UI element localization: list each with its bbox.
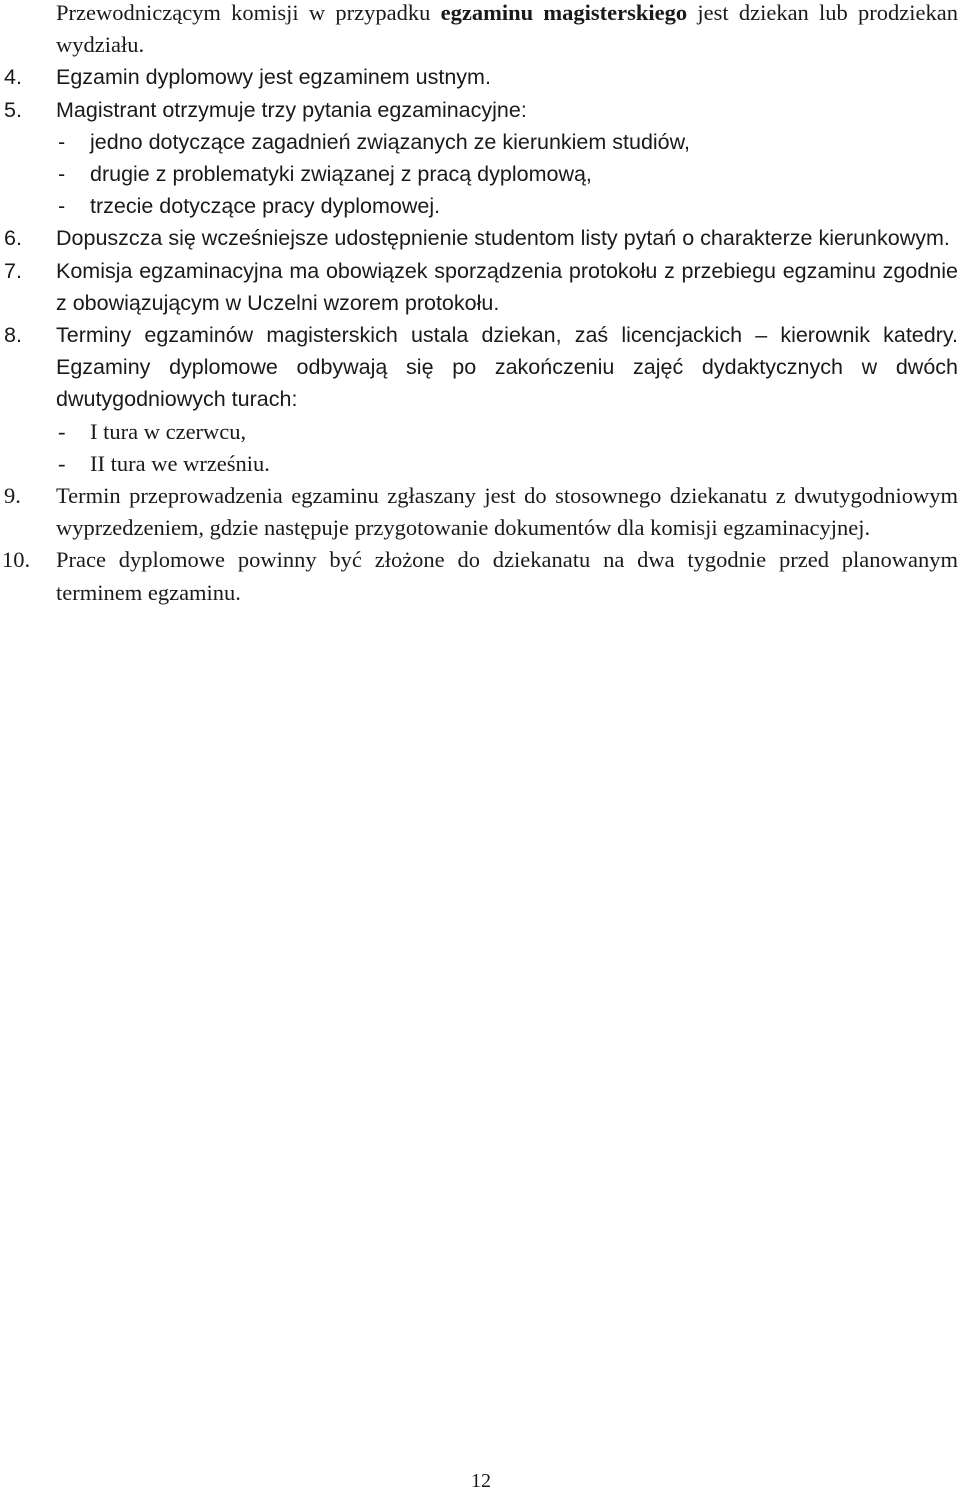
intro-paragraph [0, 0, 958, 61]
intro-text-end: jest dziekan lub prodziekan wydziału. [56, 0, 958, 58]
list-item-7 [0, 255, 958, 319]
dash-item [0, 190, 958, 222]
intro-text-start: Przewodniczącym komisji w przypadku [56, 0, 441, 25]
list-number: 9. [4, 483, 21, 509]
list-item-5 [0, 94, 958, 126]
list-number: 5. [4, 97, 22, 122]
dash-bullet: - [58, 450, 66, 476]
dash-item-text: I tura w czerwcu, [90, 418, 247, 444]
list-item-text: Dopuszcza się wcześniejsze udostępnienie studentom listy pytań o charakterze kierunkowym. [56, 226, 950, 251]
dash-bullet: - [58, 194, 66, 219]
list-number: 10. [2, 547, 31, 573]
dash-item [0, 448, 958, 480]
list-item-text: Egzamin dyplomowy jest egzaminem ustnym. [56, 65, 491, 90]
list-item-text: Magistrant otrzymuje trzy pytania egzaminacyjne: [56, 97, 527, 122]
dash-item-text: drugie z problematyki związanej z pracą dyplomową, [90, 162, 592, 187]
list-item-text: Terminy egzaminów magisterskich ustala dziekan, zaś licencjackich – kierownik katedry. Egzaminy dyplomowe odbywają się po zakończeniu zajęć dydaktycznych w dwóch dwutygodniowych turach: [56, 323, 958, 412]
list-item-text: Komisja egzaminacyjna ma obowiązek sporządzenia protokołu z przebiegu egzaminu zgodnie z obowiązującym w Uczelni wzorem protokołu. [56, 258, 958, 315]
dash-item [0, 158, 958, 190]
list-item-4 [0, 61, 958, 93]
page-number: 12 [471, 1470, 491, 1492]
list-number: 6. [4, 226, 22, 251]
dash-item-text: II tura we wrześniu. [90, 450, 270, 476]
dash-item-text: trzecie dotyczące pracy dyplomowej. [90, 194, 441, 219]
list-item-10 [0, 544, 958, 608]
dash-bullet: - [58, 162, 66, 187]
dash-item [0, 416, 958, 448]
list-item-8 [0, 319, 958, 416]
dash-item [0, 126, 958, 158]
list-item-6 [0, 222, 958, 254]
list-number: 4. [4, 65, 22, 90]
list-item-9 [0, 480, 958, 544]
dash-item-text: jedno dotyczące zagadnień związanych ze kierunkiem studiów, [90, 129, 690, 154]
document-body [0, 0, 958, 609]
dash-bullet: - [58, 418, 66, 444]
list-item-text: Prace dyplomowe powinny być złożone do dziekanatu na dwa tygodnie przed planowanym terminem egzaminu. [56, 547, 958, 605]
list-number: 8. [4, 323, 22, 348]
intro-bold-text: egzaminu magisterskiego [440, 0, 688, 25]
dash-bullet: - [58, 129, 66, 154]
list-item-text: Termin przeprowadzenia egzaminu zgłaszany jest do stosownego dziekanatu z dwutygodniowym wyprzedzeniem, gdzie następuje przygotowanie dokumentów dla komisji egzaminacyjnej. [56, 483, 958, 541]
list-number: 7. [4, 258, 22, 283]
